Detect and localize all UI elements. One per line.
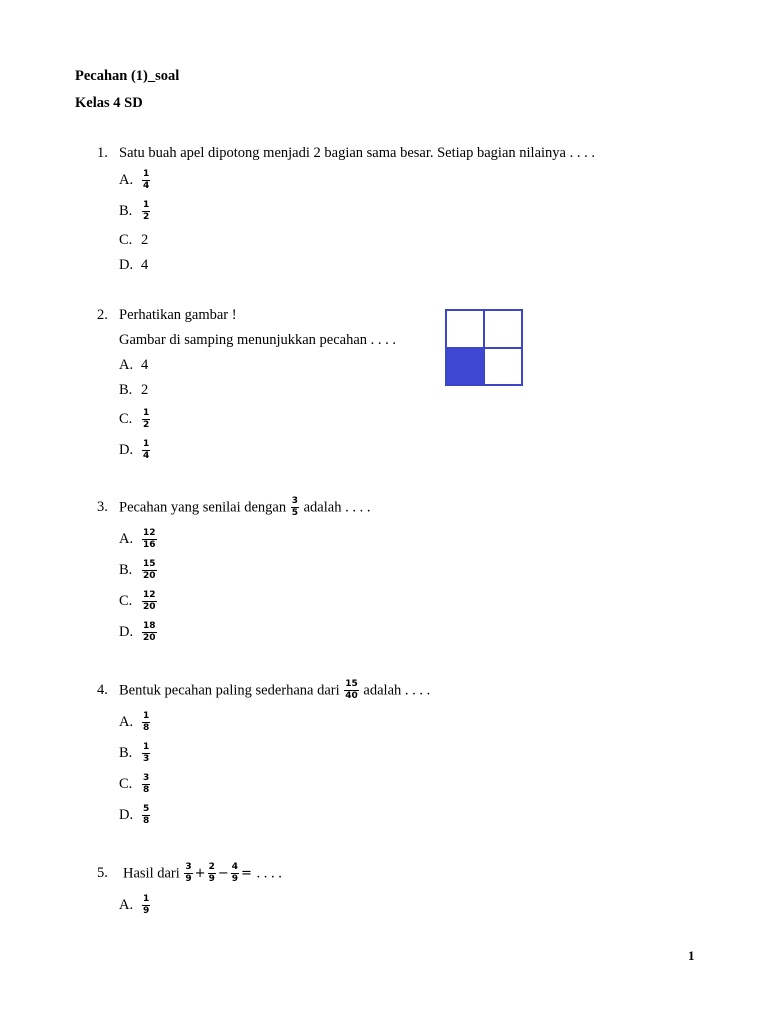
numerator: 5 (142, 805, 150, 816)
question-text: Bentuk pecahan paling sederhana dari (119, 682, 340, 699)
fraction (142, 201, 150, 223)
question-2 (97, 307, 237, 324)
option-1d (119, 257, 148, 274)
denominator: 9 (231, 874, 239, 885)
minus-operator: − (217, 866, 229, 882)
numerator: 1 (142, 712, 150, 723)
fraction (231, 863, 239, 885)
question-text-end: adalah . . . . (363, 682, 431, 699)
fraction (208, 863, 216, 885)
option-text: 4 (141, 357, 149, 373)
option-2b (119, 382, 148, 399)
numerator: 18 (142, 622, 157, 633)
numerator: 12 (142, 591, 157, 602)
question-number: 5. (97, 865, 108, 882)
numerator: 15 (344, 680, 359, 691)
option-letter: A. (119, 357, 134, 373)
option-letter: D. (119, 807, 134, 824)
option-1b (119, 201, 151, 223)
option-letter: A. (119, 897, 134, 914)
option-4d (119, 805, 151, 827)
denominator: 9 (208, 874, 215, 885)
plus-operator: + (194, 866, 206, 882)
fraction-grid-figure (445, 309, 523, 386)
equals-operator: = (241, 866, 252, 882)
question-number: 3. (97, 499, 108, 516)
question-5 (97, 863, 282, 885)
option-text: 4 (141, 257, 149, 273)
page-number: 1 (688, 948, 695, 963)
denominator: 20 (143, 633, 156, 644)
option-2d (119, 440, 151, 462)
fraction (184, 863, 192, 885)
fraction (142, 712, 150, 734)
option-3c (119, 591, 158, 613)
fraction (291, 497, 299, 519)
numerator: 1 (142, 201, 150, 212)
option-4a (119, 712, 151, 734)
denominator: 5 (291, 508, 298, 519)
fraction (142, 591, 157, 613)
denominator: 2 (143, 420, 150, 431)
option-letter: C. (119, 776, 133, 793)
denominator: 20 (143, 602, 156, 613)
option-text: 2 (141, 232, 149, 248)
question-text-end: . . . . (256, 865, 282, 882)
numerator: 1 (142, 895, 150, 906)
option-3d (119, 622, 158, 644)
numerator: 1 (142, 170, 150, 181)
denominator: 16 (143, 540, 156, 551)
question-text: Perhatikan gambar ! (119, 307, 237, 323)
fraction (142, 622, 157, 644)
denominator: 2 (143, 212, 150, 223)
option-letter: C. (119, 411, 133, 428)
fraction (142, 440, 150, 462)
numerator: 1 (142, 743, 150, 754)
denominator: 40 (345, 691, 358, 702)
option-4b (119, 743, 151, 765)
option-letter: A. (119, 531, 134, 548)
grid-cell (484, 348, 522, 386)
fraction (142, 529, 157, 551)
option-3a (119, 529, 158, 551)
numerator: 1 (142, 440, 150, 451)
question-text: Hasil dari (123, 865, 180, 882)
denominator: 3 (143, 754, 150, 765)
fraction (142, 409, 150, 431)
option-letter: B. (119, 745, 133, 762)
fraction (344, 680, 359, 702)
denominator: 4 (143, 181, 150, 192)
option-letter: C. (119, 593, 133, 610)
fraction (142, 743, 150, 765)
numerator: 15 (142, 560, 157, 571)
document-title: Pecahan (1)_soal (75, 68, 180, 84)
option-letter: A. (119, 172, 134, 189)
numerator: 3 (142, 774, 150, 785)
option-letter: D. (119, 624, 134, 641)
fraction (142, 805, 150, 827)
option-letter: D. (119, 257, 134, 273)
denominator: 8 (143, 723, 150, 734)
option-4c (119, 774, 151, 796)
option-letter: C. (119, 232, 133, 248)
option-text: 2 (141, 382, 149, 398)
option-3b (119, 560, 158, 582)
fraction (142, 170, 150, 192)
option-2c (119, 409, 151, 431)
class-label: Kelas 4 SD (75, 95, 143, 111)
question-number: 2. (97, 307, 108, 323)
denominator: 9 (143, 906, 150, 917)
denominator: 20 (143, 571, 156, 582)
denominator: 8 (143, 785, 150, 796)
question-text-end: adalah . . . . (303, 499, 371, 516)
numerator: 12 (142, 529, 157, 540)
grid-cell (484, 310, 522, 348)
option-letter: D. (119, 442, 134, 459)
option-5a (119, 895, 151, 917)
option-1a (119, 170, 151, 192)
denominator: 8 (143, 816, 150, 827)
denominator: 4 (143, 451, 150, 462)
option-1c (119, 232, 148, 249)
option-letter: B. (119, 382, 133, 398)
question-3 (97, 497, 370, 519)
numerator: 1 (142, 409, 150, 420)
option-2a (119, 357, 148, 374)
option-letter: B. (119, 203, 133, 220)
question-number: 1. (97, 145, 108, 161)
fraction (142, 895, 150, 917)
question-text: Satu buah apel dipotong menjadi 2 bagian sama besar. Setiap bagian nilainya . . . . (119, 145, 595, 161)
numerator: 3 (291, 497, 299, 508)
fraction (142, 774, 150, 796)
option-letter: B. (119, 562, 133, 579)
question-text: Pecahan yang senilai dengan (119, 499, 287, 516)
grid-cell (446, 310, 484, 348)
question-number: 4. (97, 682, 108, 699)
fraction (142, 560, 157, 582)
question-4 (97, 680, 430, 702)
option-letter: A. (119, 714, 134, 731)
question-2-subtext: Gambar di samping menunjukkan pecahan . . . . (119, 332, 397, 348)
numerator: 4 (231, 863, 239, 874)
question-1 (97, 145, 595, 162)
denominator: 9 (185, 874, 192, 885)
numerator: 3 (184, 863, 192, 874)
numerator: 2 (208, 863, 216, 874)
grid-cell-shaded (446, 348, 484, 386)
